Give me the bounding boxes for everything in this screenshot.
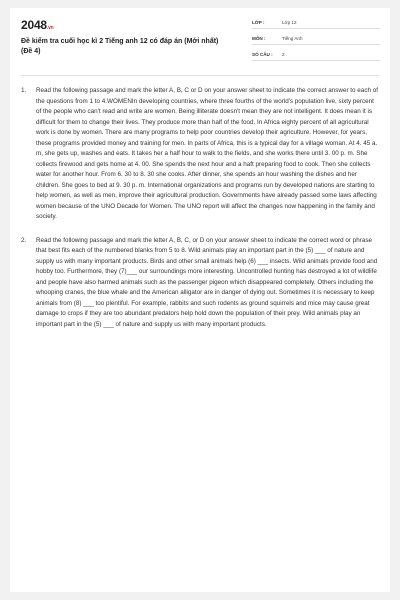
question-item xyxy=(21,236,379,331)
meta-value: 2 xyxy=(282,51,285,57)
meta-value: Tiếng Anh xyxy=(282,35,303,41)
meta-row-question-count xyxy=(252,48,380,61)
document-meta xyxy=(252,16,380,64)
document-page xyxy=(10,8,390,592)
meta-row-class xyxy=(252,16,380,29)
meta-label: LỚP : xyxy=(252,19,265,25)
site-logo[interactable] xyxy=(21,18,54,32)
logo-main: 2048 xyxy=(21,18,47,32)
meta-row-subject xyxy=(252,32,380,45)
question-list xyxy=(21,86,379,343)
header-divider xyxy=(21,75,379,76)
meta-value: Lớp 12 xyxy=(282,19,297,25)
document-title: Đề kiểm tra cuối học kì 2 Tiếng anh 12 có đáp án (Mới nhất) (Đề 4) xyxy=(21,38,219,55)
meta-label: MÔN : xyxy=(252,35,266,41)
question-number: 1. xyxy=(21,87,27,94)
logo-tld: .vn xyxy=(46,25,54,31)
document-header xyxy=(10,8,390,72)
meta-label: SỐ CÂU : xyxy=(252,51,273,57)
question-text: Read the following passage and mark the letter A, B, C, or D on your answer sheet to indicate the correct word or phrase that best fits each of the numbered blanks from 5 to 8. Wild animals play an important part in the (5) ___ of nature and supply us with many important products. Birds and other small animals help (6) ___ insects. Wild animals provide food and hobby too. Furthermore, they (7)___ our surroundings more interesting. Uncontrolled hunting has destroyed a lot of wildlife and people have also harmed animals such as the passenger pigeon which disappeared completely. Others including the whooping cranes, the blue whale and the American alligator are in danger of dying out. Sometimes it is necessary to keep animals from (8) ___ too plentiful. For example, rabbits and such rodents as ground squirrels and mice may cause great damage to crops if they are too abundant predators help hold down the population of their prey. Wild animals play an important part in the (5) ___ of nature and supply us with many important products. xyxy=(36,236,378,328)
question-number: 2. xyxy=(21,236,27,244)
question-item xyxy=(21,86,379,223)
question-text: Read the following passage and mark the letter A, B, C or D on your answer sheet to indicate the correct answer to each of the questions from 1 to 4.WOMENIn developing countries, where three fourths of the world's population live, sixty percent of the people who can't read and write are women. Being illiterate doesn't mean they are not intelligent. It does mean it is difficult for them to change their lives. They produce more than half of the food. In Africa eighty percent of all agricultural work is done by women. There are many programs to help poor countries develop their agriculture. However, for years, these programs provided money and training for men. In parts of Africa, this is a typical day for a village woman. At 4. 45 a. m, she gets up, washes and eats. It takes her a half hour to walk to the fields, and she works there until 3. 00 p. m. She collects firewood and gets home at 4. 00. She spends the next hour and a haft preparing food to cook. Then she collects water for another hour. From 6. 30 to 8. 30 she cooks. After dinner, she spends an hour washing the dishes and her children. She goes to bed at 9. 30 p. m. International organizations and programs run by developed nations are starting to help women, as well as men, improve their agricultural production. Governments have already passed some laws affecting women because of the UNO Decade for Women. The UNO report will affect the changes now happening in the family and society. xyxy=(36,87,378,220)
